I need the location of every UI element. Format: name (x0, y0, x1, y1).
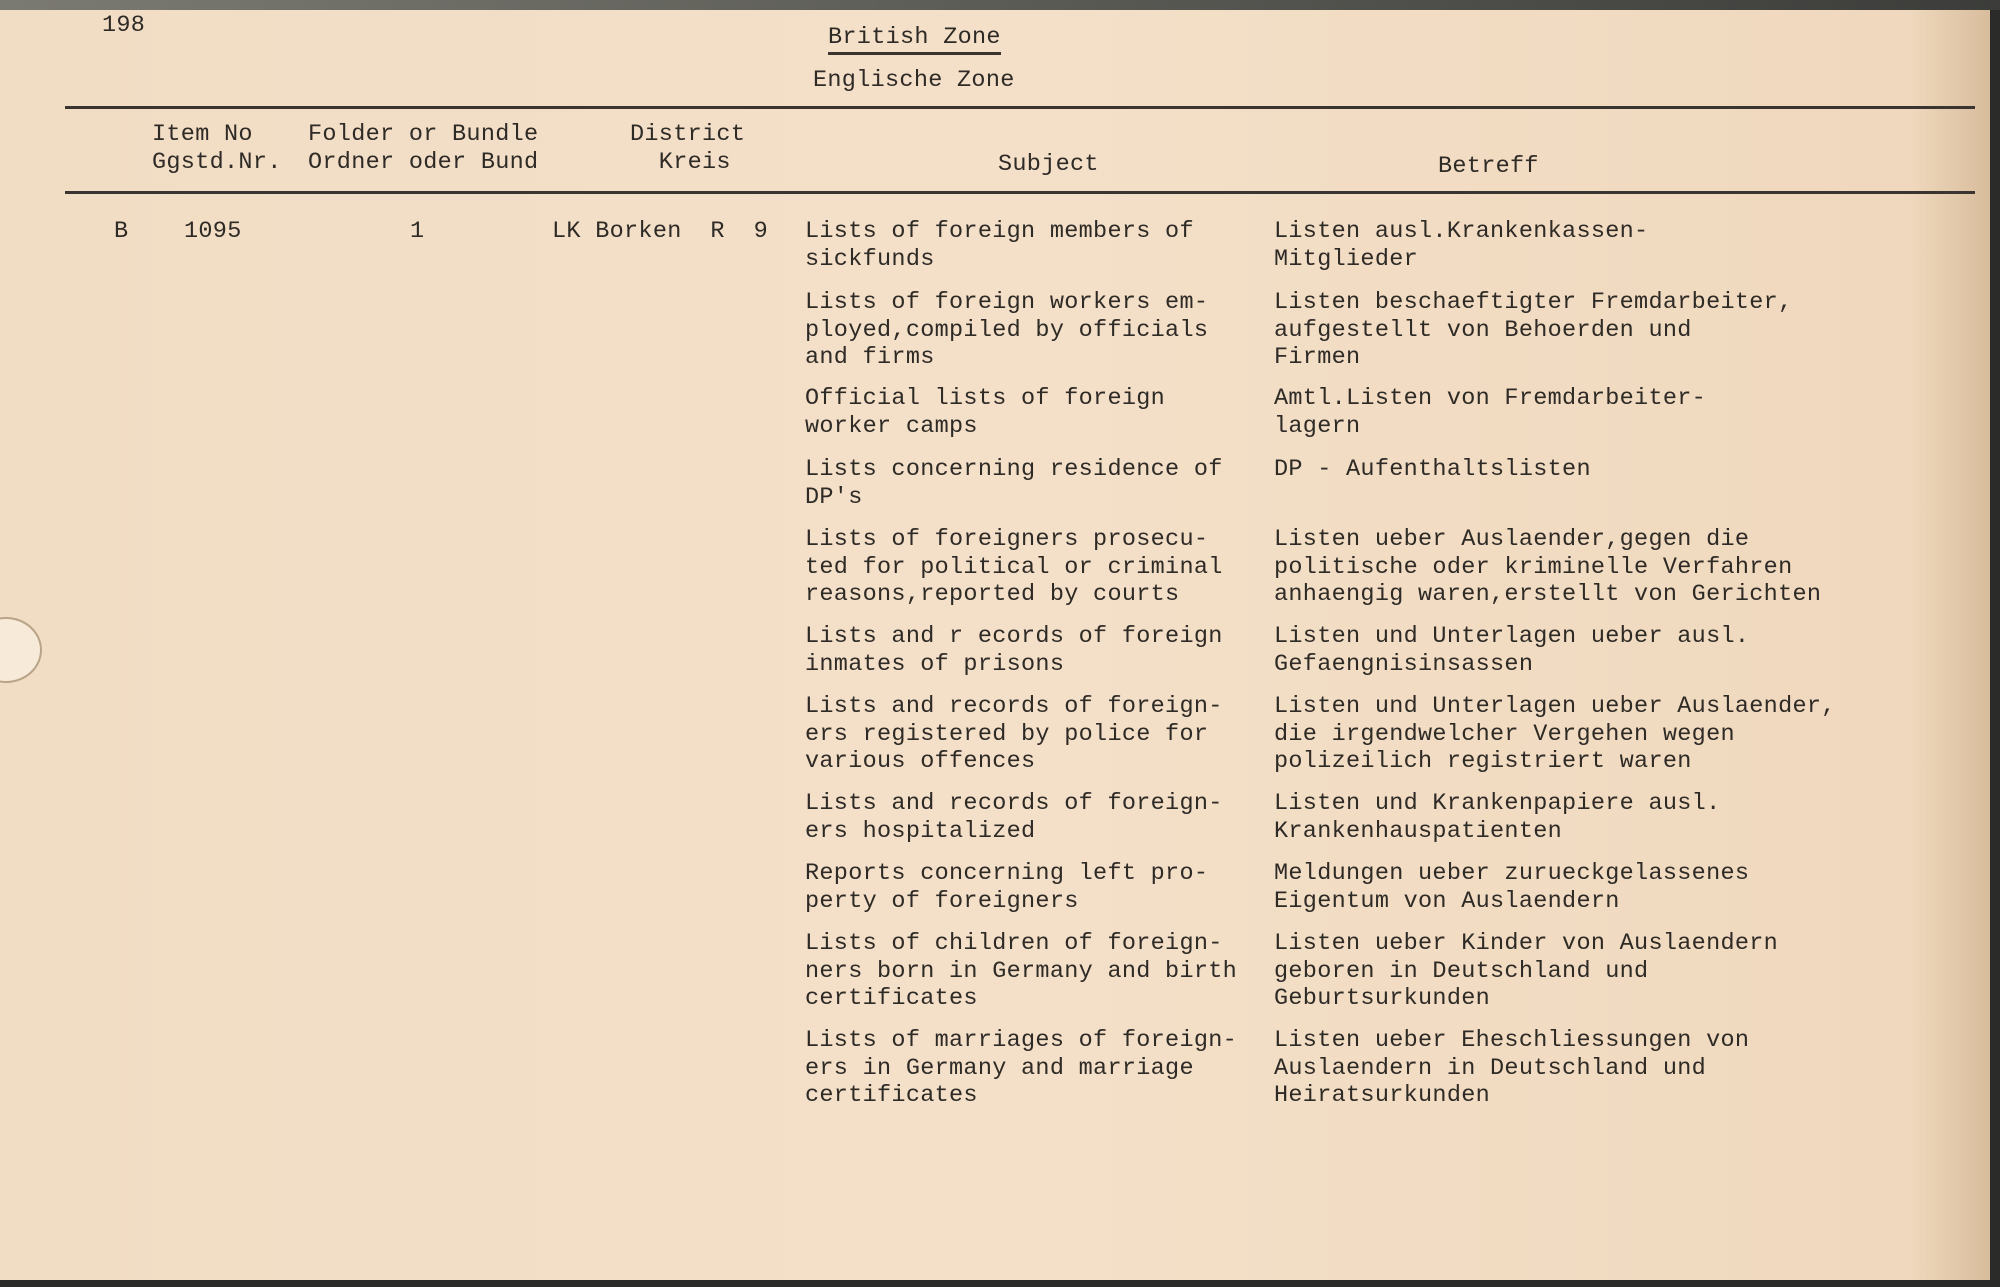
record-district: LK Borken R 9 (552, 218, 769, 245)
record-folder: 1 (410, 218, 425, 245)
entry-subject: Lists of foreign members of sickfunds (805, 218, 1194, 273)
header-bottom-rule (65, 191, 1975, 194)
entry-subject: Official lists of foreign worker camps (805, 385, 1166, 440)
subtitle: Englische Zone (813, 67, 1015, 94)
entry-betreff: DP - Aufenthaltslisten (1274, 456, 1591, 483)
entry-betreff: Listen ausl.Krankenkassen- Mitglieder (1274, 218, 1649, 273)
entry-subject: Lists of foreign workers em- ployed,compiled by officials and firms (805, 289, 1209, 371)
header-item-no: Item No Ggstd.Nr. (152, 121, 282, 176)
entry-betreff: Meldungen ueber zurueckgelassenes Eigentum von Auslaendern (1274, 860, 1750, 915)
header-folder: Folder or Bundle Ordner oder Bund (308, 121, 539, 176)
entry-betreff: Listen beschaeftigter Fremdarbeiter, aufgestellt von Behoerden und Firmen (1274, 289, 1793, 371)
header-district: District Kreis (630, 121, 746, 176)
entry-subject: Reports concerning left pro- perty of foreigners (805, 860, 1209, 915)
entry-subject: Lists of children of foreign- ners born in Germany and birth certificates (805, 930, 1238, 1012)
entry-betreff: Listen und Krankenpapiere ausl. Krankenhauspatienten (1274, 790, 1721, 845)
entry-betreff: Listen ueber Kinder von Auslaendern geboren in Deutschland und Geburtsurkunden (1274, 930, 1779, 1012)
entry-betreff: Listen und Unterlagen ueber Auslaender, die irgendwelcher Vergehen wegen polizeilich registriert waren (1274, 693, 1836, 775)
binder-tab (0, 617, 42, 683)
entry-subject: Lists and r ecords of foreign inmates of prisons (805, 623, 1223, 678)
document-page (0, 10, 1990, 1280)
header-subject: Subject (998, 151, 1099, 178)
entry-betreff: Listen und Unterlagen ueber ausl. Gefaengnisinsassen (1274, 623, 1750, 678)
header-betreff: Betreff (1438, 153, 1539, 180)
title: British Zone (828, 24, 1001, 55)
entry-subject: Lists and records of foreign- ers hospitalized (805, 790, 1223, 845)
entry-betreff: Listen ueber Eheschliessungen von Auslaendern in Deutschland und Heiratsurkunden (1274, 1027, 1750, 1109)
entry-subject: Lists concerning residence of DP's (805, 456, 1223, 511)
entry-betreff: Listen ueber Auslaender,gegen die politische oder kriminelle Verfahren anhaengig waren,erstellt von Gerichten (1274, 526, 1822, 608)
entry-subject: Lists of foreigners prosecu- ted for political or criminal reasons,reported by courts (805, 526, 1223, 608)
scan-edge (0, 0, 2000, 10)
header-top-rule (65, 106, 1975, 109)
page-number: 198 (102, 12, 146, 39)
record-item-no: 1095 (184, 218, 242, 245)
entry-betreff: Amtl.Listen von Fremdarbeiter- lagern (1274, 385, 1707, 440)
record-series: B (114, 218, 129, 245)
entry-subject: Lists of marriages of foreign- ers in Germany and marriage certificates (805, 1027, 1238, 1109)
entry-subject: Lists and records of foreign- ers registered by police for various offences (805, 693, 1223, 775)
